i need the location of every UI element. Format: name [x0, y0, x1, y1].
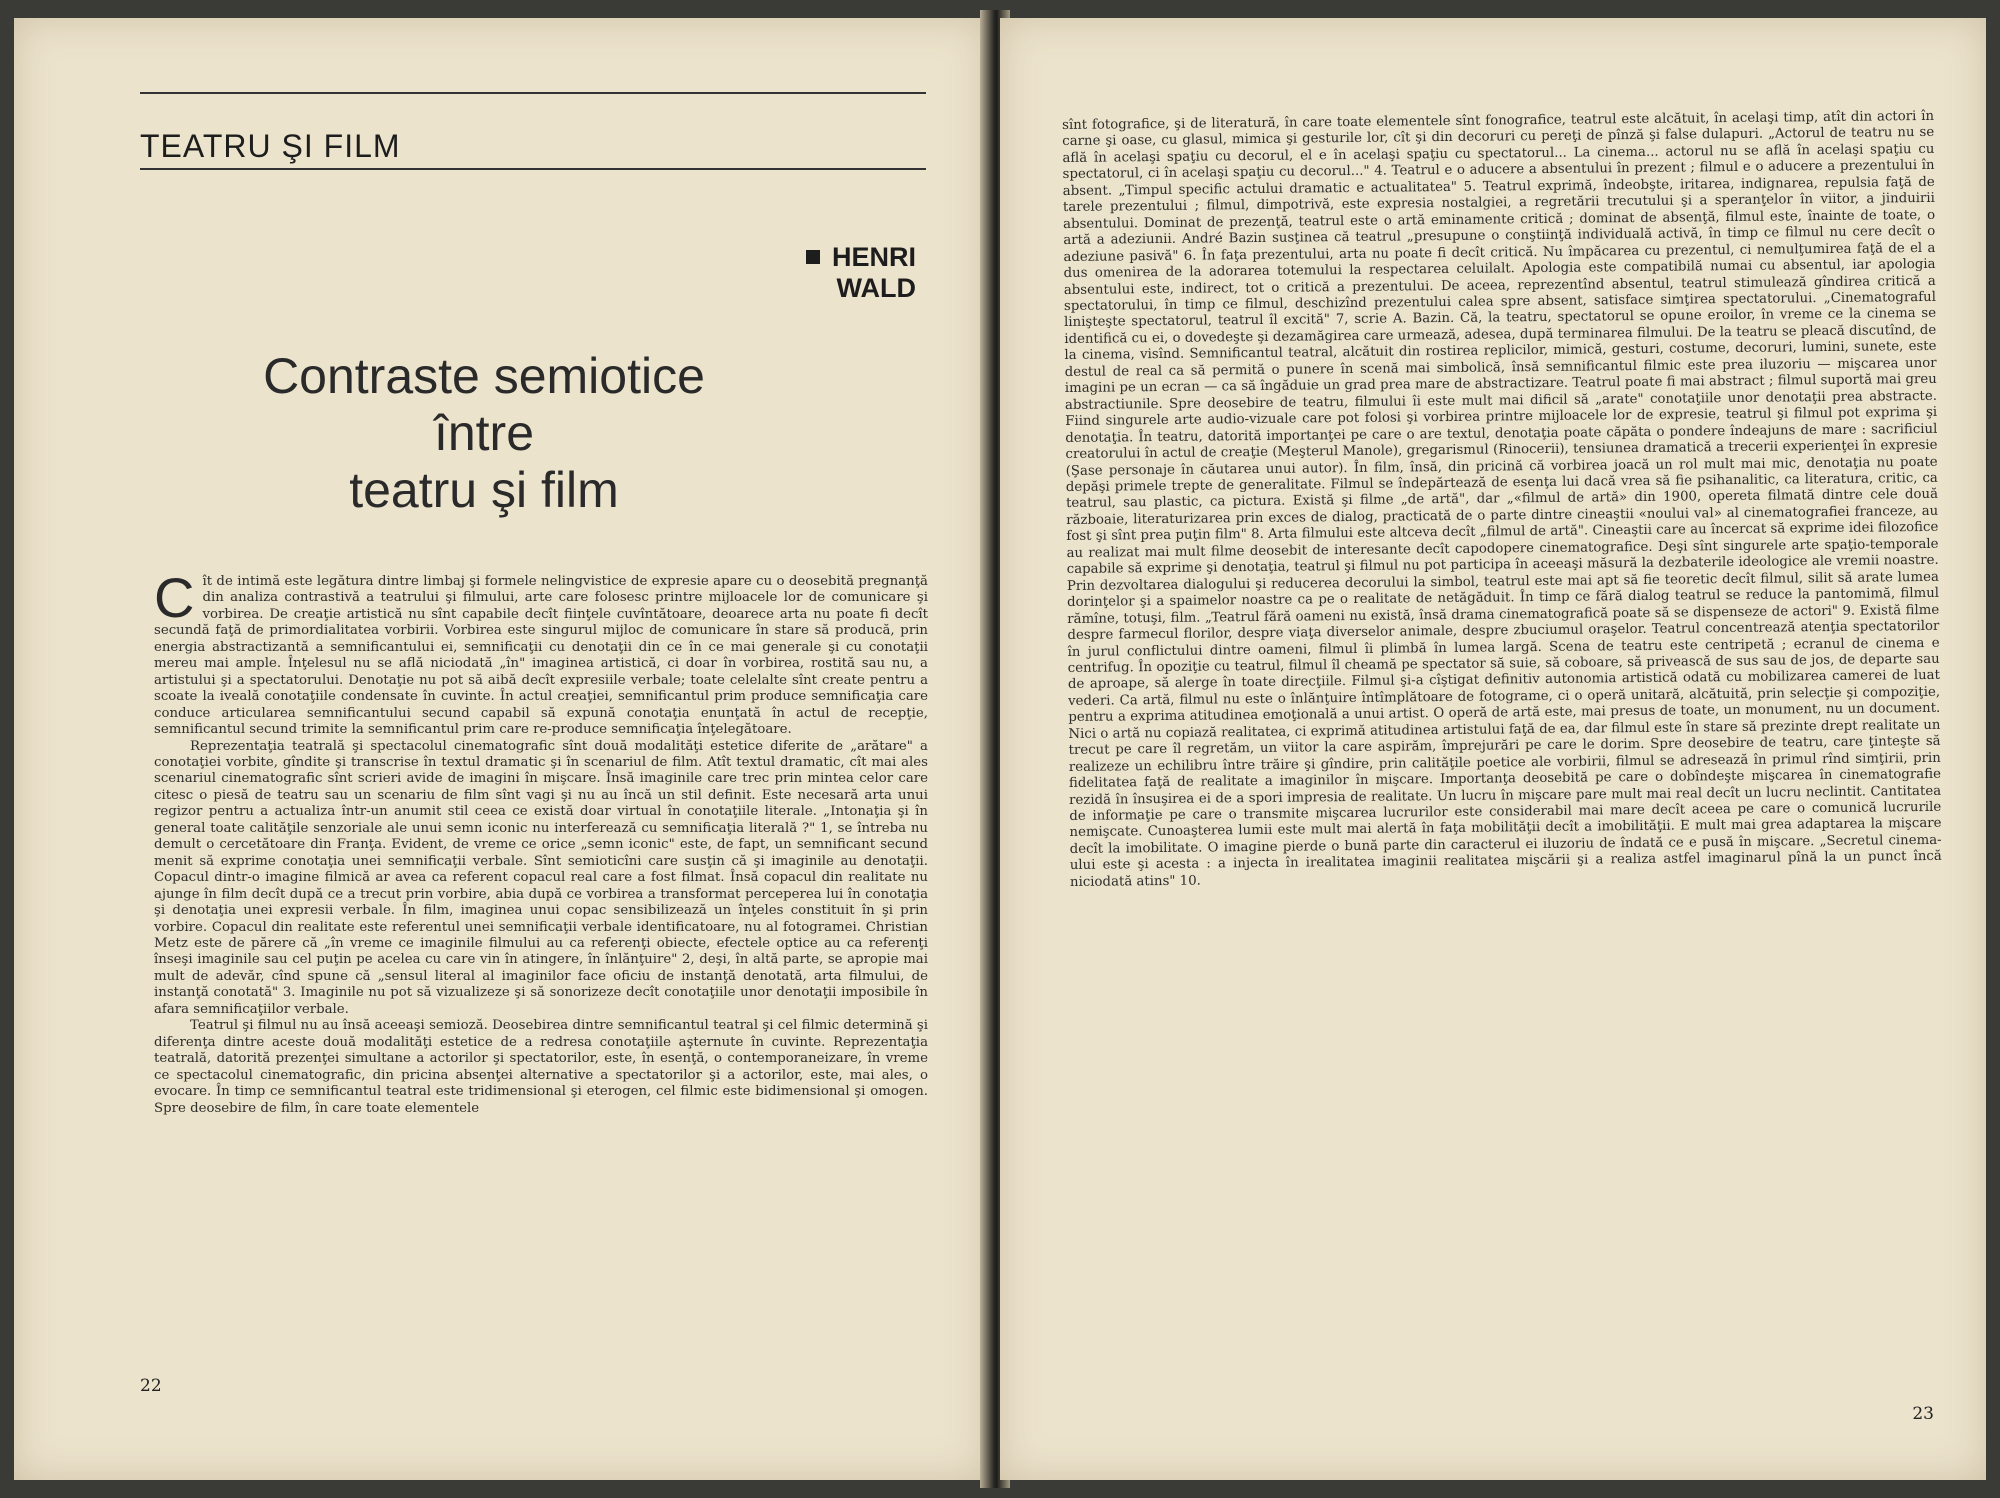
left-page — [14, 18, 986, 1480]
author-first-name: HENRI — [831, 242, 916, 272]
paragraph: Cît de intimă este legătura dintre limbaj şi formele nelingvistice de expresie apare cu o deosebită pregnanţă din analiza contrastivă a teatrului şi filmului, arte care folosesc printre mijloacele lor de comunicare şi vorbirea. De creaţie artistică nu sînt capabile decît fiinţele cuvîntătoare, deoarece arta nu poate fi decît secundă faţă de primordialitatea vorbirii. Vorbirea este singurul mijloc de comunicare în stare să producă, prin energia abstractizantă a semnificantului ei, semnificaţii cu denotaţii din ce în ce mai generale şi cu conotaţii mereu mai ample. Înţelesul nu se află niciodată „în" imaginea artistică, ci doar în vorbirea, rostită sau nu, a artistului şi a spectatorului. Denotaţie nu pot să aibă decît expresiile verbale; toate celelalte sînt create pentru a scoate la iveală conotaţiile condensate în cuvinte. În actul creaţiei, semnificantul prim produce semnificaţia care conduce articularea semnificantului secund capabil să expună conotaţia enunţată în actul de recepţie, semnificantul secund trimite la semnificantul prim care re-produce semnificaţia înţelegătoare. — [154, 566, 928, 738]
paragraph: Reprezentaţia teatrală şi spectacolul cinematografic sînt două modalităţi estetice diferite de „arătare" a conotaţiei vorbite, gîndite şi transcrise în textul dramatic şi în scenariul de film. Atît textul dramatic, cît mai ales scenariul cinematografic sînt scrieri avide de imagini în mişcare. Însă imaginile care trec prin mintea celor care citesc o piesă de teatru sau un scenariu de film sînt vagi şi nu au încă un stil definit. Este necesară arta unui regizor pentru a actualiza într-un anumit stil ceea ce există doar virtual în conotaţiile literale. „Intonaţia şi în general toate calităţile senzoriale ale unui semn iconic nu interferează cu semnificaţia literală ?" 1, se întreba nu demult o cercetătoare din Franţa. Evident, de vreme ce orice „semn iconic" este, de fapt, un semnificant secund menit să exprime conotaţia unei semnificaţii verbale. Sînt semioticîni care susţin că şi imaginile au denotaţii. Copacul dintr-o imagine filmică ar avea ca referent copacul real care a fost filmat. Însă copacul din realitate nu ajunge în film decît după ce a trecut prin vorbire, abia după ce vorbirea a transformat perceperea lui în conotaţia şi denotaţia unei expresii verbale. În film, imaginea unui copac sensibilizează un înţeles constituit în şi prin vorbire. Copacul din realitate este referentul unei semnificaţii verbale identificatoare, nu al fotogramei. Christian Metz este de părere că „în vreme ce imaginile filmului au ca referenţi obiecte, efectele optice au ca referenţi înseşi imaginile sau cel puţin pe acelea cu care vin în atingere, în înlănţuire" 2, deşi, în altă parte, se apropie mai mult de adevăr, cînd spune că „sensul literal al imaginilor face oficiu de instanţă denotată, arta filmului, de instanţă conotată" 3. Imaginile nu pot să vizualizeze şi să sonorizeze decît conotaţiile unor denotaţii imposibile în afara semnificaţiilor verbale. — [154, 738, 928, 1017]
top-rule — [140, 92, 926, 94]
square-bullet-icon — [806, 250, 820, 264]
title-line: între — [433, 405, 535, 461]
article-title — [174, 348, 794, 519]
paragraph: sînt fotografice, şi de literatură, în care toate elementele sînt fonografice, teatrul este alcătuit, în acelaşi timp, atît din actori în carne şi oase, cu glasul, mimica şi gesturile lor, cît şi din decoruri cu pereţi de pînză şi false dulapuri. „Actorul de teatru nu se află în acelaşi spaţiu cu decorul, el e în acelaşi spaţiu cu spectatorul... La cinema... actorul nu se află în acelaşi spaţiu cu spectatorul, ci în acelaşi spaţiu cu decorul..." 4. Teatrul e o aducere a absentului în prezent ; filmul e o aducere a prezentului în absent. „Timpul specific actului dramatic e actualitatea" 5. Teatrul exprimă, îndeobşte, iritarea, indignarea, repulsia faţă de tarele prezentului ; filmul, dimpotrivă, este expresia nostalgiei, a regretării trecutului şi a speranţelor în viitor, a jinduirii absentului. Dominat de prezenţă, teatrul este o artă eminamente critică ; dominat de absenţă, filmul este, înainte de toate, o artă a adeziunii. André Bazin susţinea că teatrul „presupune o conştiinţă individuală activă, în timp ce filmul nu cere decît o adeziune pasivă" 6. În faţa prezentului, arta nu poate fi decît critică. Nu împăcarea cu prezentul, ci nemulţumirea faţă de el a dus omenirea de la adorarea totemului la respectarea celuilalt. Apologia este compatibilă numai cu absentul, iar apologia absentului este, indirect, tot o critică a prezentului. De aceea, reprezentînd absentul, teatrul stimulează gîndirea critică a spectatorului, în timp ce filmul, deschizînd prezentului calea spre absent, satisface simţirea spectatorului. „Cinematograful linişteşte spectatorul, teatrul îl excită" 7, scrie A. Bazin. Că, la teatru, spectatorul se opune eroilor, în vreme ce la cinema se identifică cu ei, o dovedeşte şi dezamăgirea care urmează, adesea, după terminarea filmului. De la teatru se pleacă discutînd, de la cinema, visînd. Semnificantul teatral, alcătuit din rostirea replicilor, mimică, gesturi, costume, decoruri, lumini, sunete, este destul de real ca să permită o punere în scenă mai simbolică, însă semnificantul filmic este prea iluzoriu — mişcarea unor imagini pe un ecran — ca să îngăduie un grad prea mare de abstractizare. Teatrul poate fi mai abstract ; filmul suportă mai greu abstractiunile. Spre deosebire de teatru, filmului îi este mult mai dificil să „arate" conotaţiile unor denotaţii prea abstracte. Fiind singurele arte audio-vizuale care pot folosi şi vorbirea printre mijloacele lor de expresie, teatrul şi filmul pot exprima şi denotaţia. În teatru, datorită importanţei pe care o are textul, denotaţia poate căpăta o pondere îndeajuns de mare : sacrificiul creatorului în actul de creaţie (Meşterul Manole), gregarismul (Rinocerii), tensiunea dramatică a trecerii experienţei în expresie (Şase personaje în căutarea unui autor). În film, însă, din pricină că vorbirea joacă un rol mult mai mic, denotaţia nu poate depăşi primele trepte de generalitate. Filmul se îndepărtează de esenţa lui dacă vrea să fie psihanalitic, ca literatura, critic, ca teatrul, sau plastic, ca pictura. Există şi filme „de artă", dar „«filmul de artă» din 1900, opereta filmată dintre cele două războaie, literaturizarea prin exces de dialog, practicată de o parte dintre cineaştii «noului val» al cinematografiei franceze, au fost şi sînt prea puţin film" 8. Arta filmului este altceva decît „filmul de artă". Cineaştii care au încercat să exprime idei filozofice au realizat mai mult filme deosebit de interesante decît capodopere cinematografice. Deşi sînt singurele arte spaţio-temporale capabile să exprime şi denotaţia, teatrul şi filmul nu pot participa în aceeaşi măsură la dezbaterile ideologice ale vremii noastre. Prin dezvoltarea dialogului şi reducerea decorului la simbol, teatrul este mai apt să fie teoretic decît filmul, silit să arate lumea dorinţelor şi a spaimelor noastre ca pe o realitate de netăgăduit. În timp ce fără dialog teatrul se reduce la pantomimă, filmul rămîne, totuşi, film. „Teatrul fără oameni nu există, însă drama cinematografică poate să se dispenseze de actori" 9. Există filme despre farmecul florilor, despre viaţa diverselor animale, despre zbuciumul oraşelor. Teatrul concentrează atenţia spectatorilor în jurul conflictului dintre oameni, filmul îi plimbă în lumea largă. Scena de teatru este centripetă ; ecranul de cinema e centrifug. În opoziţie cu teatrul, filmul îl cheamă pe spectator să suie, să coboare, să privească de sus sau de jos, de departe sau de aproape, să alerge în toate direcţiile. Filmul şi-a cîştigat definitiv autonomia artistică odată cu mobilizarea camerei de luat vederi. Ca artă, filmul nu este o înlănţuire întîmplătoare de fotograme, ci o operă unitară, alcătuită, prin selecţie şi compoziţie, pentru a exprima atitudinea emoţională a unui artist. O operă de artă este, mai presus de toate, un monument, nu un document. Nici o artă nu copiază realitatea, ci exprimă atitudinea artistului faţă de ea, dar filmul este în stare să prezinte drept realitate un trecut pe care îl regretăm, un viitor la care aspirăm, împrejurări pe care le dorim. Spre deosebire de teatru, care ţinteşte să realizeze un echilibru între trăire şi gîndire, prin calităţile poetice ale vorbirii, filmul se adresează în primul rînd simţirii, prin fidelitatea faţă de realitate a imaginilor în mişcare. Importanţa deosebită pe care o dobîndeşte mişcarea în cinematografie rezidă în însuşirea ei de a spori impresia de realitate. Un lucru în mişcare pare mult mai real decît un lucru neclintit. Cantitatea de informaţie pe care o transmite mişcarea lucrurilor este considerabil mai mare decît aceea pe care o comunică lucrurile nemişcate. Cunoaşterea lumii este mult mai alertă în faţa mobilităţii decît a imobilităţii. E mult mai grea adaptarea la mişcare decît la imobilitate. O imagine pierde o bună parte din caracterul ei iluzoriu de îndată ce e pusă în mişcare. „Secretul cinema-ului este şi acesta : a injecta în irealitatea imaginii realitatea mişcării şi a realiza astfel imaginarul pînă la un punct încă niciodată atins" 10. — [1062, 108, 1942, 890]
author-name — [806, 242, 916, 304]
section-rule — [140, 168, 926, 170]
article-body-left — [154, 566, 928, 1117]
right-page — [1000, 18, 1986, 1480]
drop-cap: C — [154, 566, 195, 629]
article-body-right — [1062, 109, 1942, 891]
paragraph: Teatrul şi filmul nu au însă aceeaşi semioză. Deosebirea dintre semnificantul teatral şi cel filmic determină şi diferenţa dintre aceste două modalităţi estetice de a redresa conotaţiile aşternute în cuvinte. Reprezentaţia teatrală, datorită prezenţei simultane a actorilor şi spectatorilor, este, în esenţă, o contemporaneizare, în vreme ce spectacolul cinematografic, din pricina absenţei alternative a spectatorilor şi a actorilor, este, mai ales, o evocare. În timp ce semnificantul teatral este tridimensional şi eterogen, cel filmic este bidimensional şi omogen. Spre deosebire de film, în care toate elementele — [154, 1018, 928, 1116]
page-number-right: 23 — [1912, 1404, 1934, 1424]
section-title: TEATRU ŞI FILM — [140, 128, 401, 164]
author-last-name: WALD — [836, 273, 916, 303]
title-line: teatru şi film — [349, 462, 619, 518]
title-line: Contraste semiotice — [263, 348, 705, 404]
page-number-left: 22 — [140, 1376, 162, 1396]
